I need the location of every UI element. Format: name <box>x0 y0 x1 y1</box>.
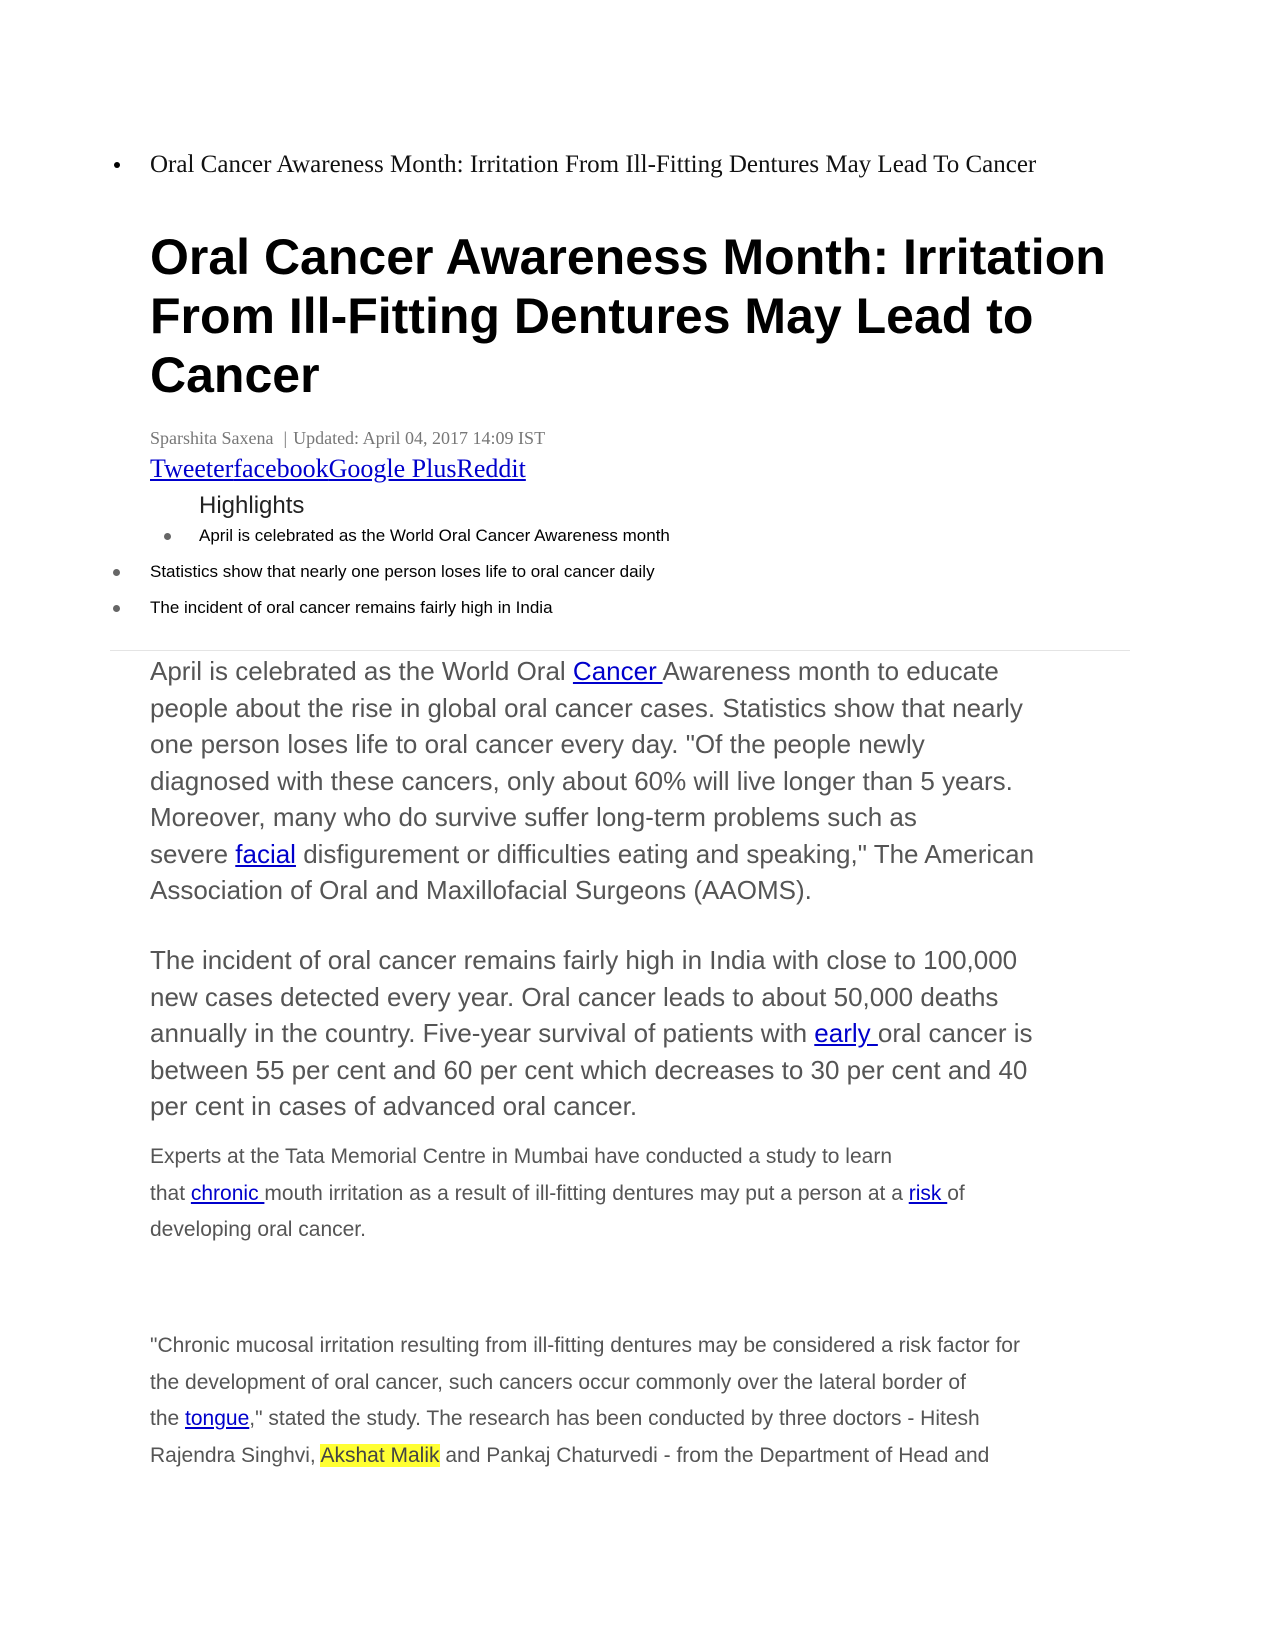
breadcrumb[interactable]: Oral Cancer Awareness Month: Irritation From Ill-Fitting Dentures May Lead To Cancer <box>150 151 1037 178</box>
text-line: developing oral cancer. <box>150 1218 366 1241</box>
text-line: between 55 per cent and 60 per cent which decreases to 30 per cent and 40 <box>150 1054 1028 1085</box>
share-facebook-link[interactable]: facebook <box>233 454 329 483</box>
highlights-heading: Highlights <box>199 492 305 519</box>
text-line: Association of Oral and Maxillofacial Surgeons (AAOMS). <box>150 875 812 905</box>
text-span: Awareness month to educate <box>662 656 999 686</box>
divider <box>110 650 1130 651</box>
text-span: of <box>947 1181 965 1205</box>
byline-separator: | <box>283 428 288 448</box>
facial-link[interactable]: facial <box>235 838 296 869</box>
highlight-item: Statistics show that nearly one person loses life to oral cancer daily <box>150 562 655 581</box>
text-line: the development of oral cancer, such cancers occur commonly over the lateral border of <box>150 1370 966 1394</box>
text-line: one person loses life to oral cancer every day. "Of the people newly <box>150 729 925 759</box>
article-paragraph-4 <box>150 1328 1110 1474</box>
text-span: mouth irritation as a result of ill-fitting dentures may put a person at a <box>264 1181 909 1205</box>
risk-link[interactable]: risk <box>908 1181 948 1205</box>
share-links <box>150 454 526 484</box>
author-name[interactable]: Sparshita Saxena <box>150 428 274 448</box>
text-line: per cent in cases of advanced oral cancer. <box>150 1091 638 1121</box>
highlight-item: April is celebrated as the World Oral Cancer Awareness month <box>199 526 670 545</box>
text-line: Moreover, many who do survive suffer long-term problems such as <box>150 802 917 832</box>
chronic-link[interactable]: chronic <box>190 1181 265 1205</box>
highlighted-name: Akshat Malik <box>320 1443 440 1467</box>
cancer-link[interactable]: Cancer <box>572 656 663 686</box>
share-tweeter-link[interactable]: Tweeter <box>150 454 234 483</box>
highlight-bullet-icon <box>164 533 171 540</box>
tongue-link[interactable]: tongue <box>185 1407 250 1430</box>
text-span: ," stated the study. The research has been conducted by three doctors - Hitesh <box>249 1407 980 1430</box>
text-line: "Chronic mucosal irritation resulting from ill-fitting dentures may be considered a risk factor for <box>150 1334 1020 1357</box>
highlight-bullet-icon <box>113 605 120 612</box>
share-google-plus-link[interactable]: Google Plus <box>328 454 457 483</box>
byline <box>150 428 545 449</box>
text-span: that <box>150 1181 191 1205</box>
page-title: Oral Cancer Awareness Month: Irritation From Ill-Fitting Dentures May Lead to Cancer <box>150 229 1106 403</box>
text-span: the <box>150 1407 186 1430</box>
article-paragraph-3 <box>150 1139 1110 1249</box>
article-paragraph-2 <box>150 942 1120 1125</box>
text-span: disfigurement or difficulties eating and speaking," The American <box>295 838 1035 869</box>
article-paragraph-1 <box>150 653 1120 909</box>
text-line: diagnosed with these cancers, only about 60% will live longer than 5 years. <box>150 765 1013 796</box>
updated-date: Updated: April 04, 2017 14:09 IST <box>293 428 546 448</box>
text-span: Rajendra Singhvi, <box>150 1443 321 1467</box>
text-line: people about the rise in global oral cancer cases. Statistics show that nearly <box>150 692 1023 723</box>
text-line: The incident of oral cancer remains fairly high in India with close to 100,000 <box>150 945 1018 975</box>
early-link[interactable]: early <box>814 1018 878 1048</box>
text-span: annually in the country. Five-year survival of patients with <box>150 1018 815 1048</box>
breadcrumb-bullet-icon <box>114 162 120 168</box>
text-span: April is celebrated as the World Oral <box>150 656 573 686</box>
text-line: Experts at the Tata Memorial Centre in Mumbai have conducted a study to learn <box>150 1145 893 1168</box>
highlight-bullet-icon <box>113 569 120 576</box>
highlight-item: The incident of oral cancer remains fairly high in India <box>150 598 553 617</box>
share-reddit-link[interactable]: Reddit <box>456 454 526 483</box>
text-span: oral cancer is <box>877 1018 1033 1048</box>
text-line: new cases detected every year. Oral cancer leads to about 50,000 deaths <box>150 981 999 1012</box>
text-span: and Pankaj Chaturvedi - from the Department of Head and <box>439 1443 990 1467</box>
text-span: severe <box>150 838 236 869</box>
